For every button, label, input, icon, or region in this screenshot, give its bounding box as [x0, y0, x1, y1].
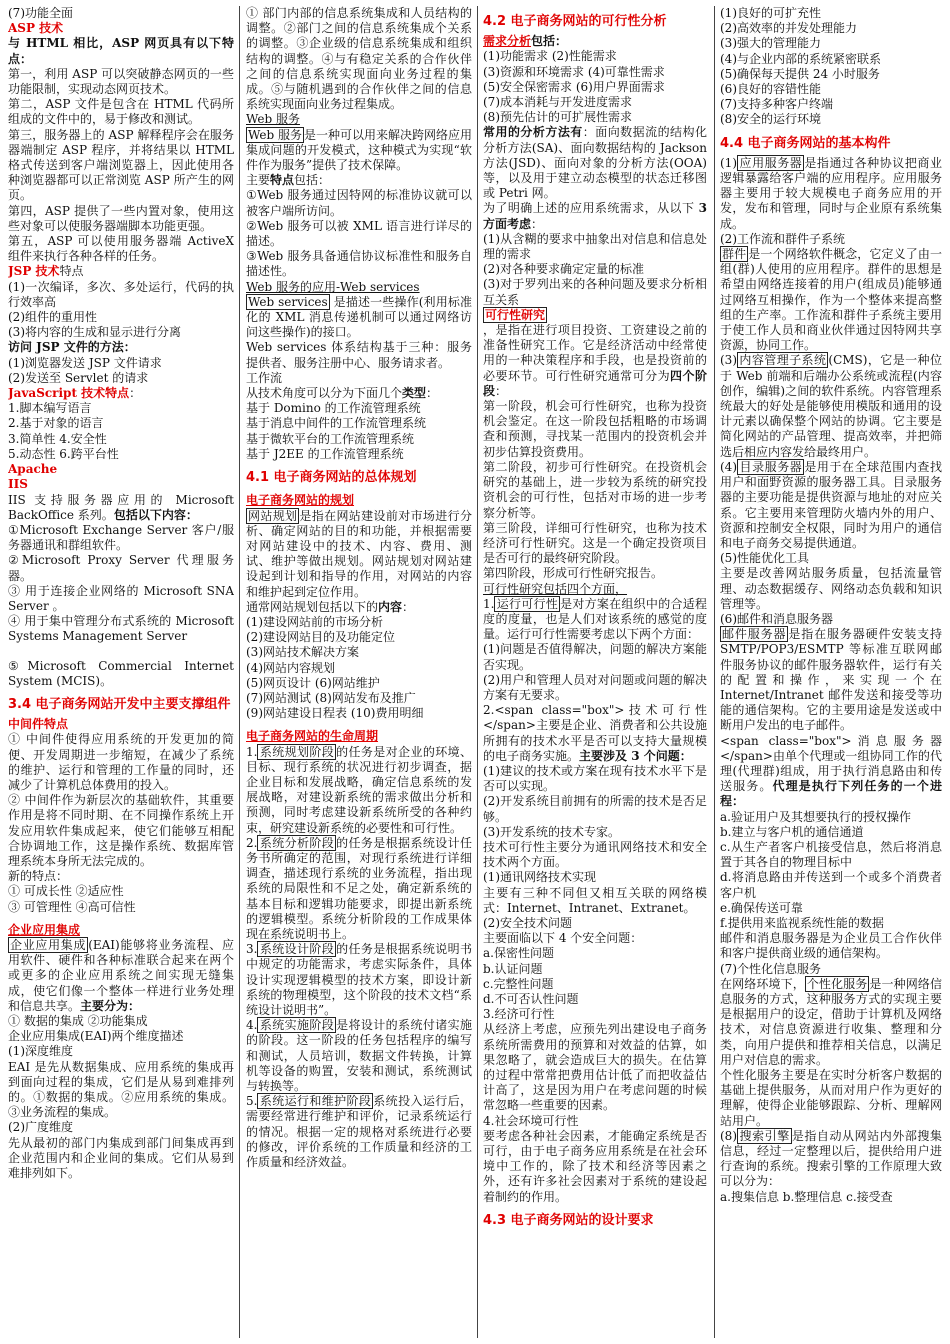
text-paragraph: a.验证用户及其想要执行的授权操作 — [720, 809, 911, 824]
text-paragraph: (2)用户和管理人员对对问题或问题的解决方案有无要求。 — [483, 672, 707, 702]
text-paragraph: (1)功能需求 (2)性能需求 — [483, 49, 617, 64]
text-paragraph: (2)对各种要求确定定量的标准 — [483, 262, 644, 277]
text-paragraph: 1.脚本编写语言 — [8, 401, 92, 416]
text-paragraph: (2)组件的重用性 — [8, 310, 97, 325]
text-paragraph: 企业应用集成 (EAI)能够将业务流程、应用软件、硬件和各种标准联合起来在两个或更多的企业应用系统之间实现无缝集成，使它们像一个整体一样进行业务处理和信息共享。主要分为： — [8, 937, 234, 1013]
text-paragraph: (3)强大的管理能力 — [720, 36, 821, 51]
text-paragraph: 可行性研究 — [485, 307, 546, 322]
text-paragraph: 3.简单性 4.安全性 — [8, 431, 107, 446]
text-paragraph: 基于微软平台的工作流管理系统 — [246, 431, 415, 446]
text-paragraph: 可行性研究包括四个方面， — [483, 581, 628, 596]
text-paragraph: (6)邮件和消息服务器 — [720, 611, 833, 626]
text-paragraph: (5)安全保密需求 (6)用户界面需求 — [483, 79, 665, 94]
text-paragraph: (8)预先估计的可扩展性需求 — [483, 110, 632, 125]
text-paragraph: f.提供用来监视系统性能的数据 — [720, 915, 884, 930]
text-paragraph: 基于 Domino 的工作流管理系统 — [246, 401, 421, 416]
text-paragraph: 企业应用集成(EAI)两个维度描述 — [8, 1029, 184, 1044]
section-heading: 4.3 电子商务网站的设计要求 — [483, 1212, 654, 1228]
text-paragraph: ②Microsoft Proxy Server 代理服务器。 — [8, 553, 234, 583]
text-paragraph: (1)通讯网络技术实现 — [483, 870, 596, 885]
text-paragraph: 与 HTML 相比，ASP 网页具有以下特点： — [8, 36, 234, 66]
section-heading: 4.1 电子商务网站的总体规划 — [246, 470, 417, 486]
text-paragraph: 1. 运行可行性 是对方案在组织中的合适程度的度量，也是人们对该系统的感觉的度量。运行可行性需要考虑以下两个方面： — [483, 596, 707, 642]
text-paragraph: JSP 技术特点 — [8, 264, 84, 279]
text-paragraph: 网站规划 是指在网站建设前对市场进行分析、确定网站的目的和功能，并根据需要对网站建设中的技术、内容、费用、测试、维护等做出规划。网站规划对网站建设起到计划和指导的作用，对网站的内容和维护起到定位作用。 — [246, 508, 472, 599]
text-paragraph: (2)开发系统目前拥有的所需的技术是否足够。 — [483, 794, 707, 824]
text-paragraph: 第一阶段，机会可行性研究，也称为投资机会鉴定。在这一阶段包括粗略的市场调查和预测，寻找某一范围内的投资机会并初步估算投资费用。 — [483, 399, 707, 459]
text-paragraph: 第三阶段，详细可行性研究，也称为技术经济可行性研究。这是一个确定投资项目是否可行的最终研究阶段。 — [483, 520, 707, 566]
subsection-heading: 电子商务网站的规划 — [246, 493, 355, 508]
text-paragraph: ⑤Microsoft Commercial Internet System (MCIS)。 — [8, 658, 234, 688]
column-divider — [714, 6, 715, 1338]
subsection-heading: 企业应用集成 — [8, 922, 81, 937]
text-paragraph: (1)深度维度 — [8, 1044, 73, 1059]
text-paragraph: 主要有三种不同但又相互关联的网络模式：Internet、Intranet、Extranet。 — [483, 885, 707, 915]
text-paragraph: 第四，ASP 提供了一些内置对象，使用这些对象可以使服务器端脚本功能更强。 — [8, 203, 234, 233]
text-paragraph: (2)高效率的并发处理能力 — [720, 21, 857, 36]
text-paragraph: a.搜集信息 b.整理信息 c.接受查 — [720, 1189, 893, 1204]
column-divider — [477, 6, 478, 1338]
text-paragraph: 为了明确上述的应用系统需求，从以下 3 方面考虑： — [483, 201, 707, 231]
column-1 — [8, 6, 234, 1340]
text-paragraph: (3)将内容的生成和显示进行分离 — [8, 325, 181, 340]
text-paragraph: (3)资源和环境需求 (4)可靠性需求 — [483, 64, 665, 79]
text-paragraph: 群件 是一个网络软件概念，它定义了由一组(群)人使用的应用程序。群件的思想是希望由网络连接着的用户(组成员)能够通过网络互相操作，作为一个整体来提高整组的生产率。工作流和群件子系统主要用于使工作人员和商业伙伴通过因特网共享资源，协同工作。 — [720, 247, 942, 353]
text-paragraph: ③Web 服务具备通信协议标准性和服务自描述性。 — [246, 249, 472, 279]
text-paragraph: (3)对于罗列出来的各种问题及要求分析相互关系 — [483, 277, 707, 307]
text-paragraph: (7)功能全面 — [8, 6, 73, 20]
text-paragraph: 新的特点： — [8, 869, 69, 884]
text-paragraph: ，是指在进行项目投资、工资建设之前的准备性研究工作。它是经济活动中经常使用的一种决策程序和手段，也是投资前的必要环节。可行性研究通常可分为四个阶段： — [483, 323, 707, 398]
text-paragraph: Web 服务 是一种可以用来解决跨网络应用集成问题的开发模式，这种模式为实现“软件作为服务”提供了技术保障。 — [246, 127, 472, 173]
text-paragraph: (7)网站测试 (8)网站发布及推广 — [246, 690, 416, 705]
text-paragraph — [8, 645, 234, 659]
text-paragraph: d.不可否认性问题 — [483, 992, 579, 1006]
text-paragraph: (2)安全技术问题 — [483, 915, 572, 930]
text-paragraph: e.确保传送可靠 — [720, 900, 803, 915]
text-paragraph: 基于消息中间件的工作流管理系统 — [246, 416, 427, 431]
text-paragraph: 工作流 — [246, 370, 283, 385]
subsection-heading: 电子商务网站的生命周期 — [246, 729, 379, 744]
text-paragraph: 第二阶段，初步可行性研究。在投资机会研究的基础上，进一步较为系统的研究投资机会的可行性，包括对市场的进一步考察分析等。 — [483, 459, 707, 520]
text-paragraph: 常用的分析方法有：面向数据流的结构化分析方法(SA)、面向数据结构的 Jackson 方法(JSD)、面向对象的分析方法(OOA)等，以及用于建立动态模型的状态迁移图或 Petri 网。 — [483, 125, 707, 201]
text-paragraph: IIS 支持服务器应用的 Microsoft BackOffice 系列。包括以下内容： — [8, 492, 234, 522]
text-paragraph: 4. 系统实施阶段 是将设计的系统付诸实施的阶段。这一阶段的任务包括程序的编写和测试，人员培训，数据文件转换，计算机等设备的购置，安装和测试，系统测试与转换等。 — [246, 1018, 472, 1094]
text-paragraph: (3)开发系统的技术专家。 — [483, 824, 620, 839]
text-paragraph: 主要是改善网站服务质量，包括流量管理、动态数据缓存、网络动态负载和知识管理等。 — [720, 566, 942, 611]
section-heading: 4.4 电子商务网站的基本构件 — [720, 135, 891, 151]
text-paragraph: (5)性能优化工具 — [720, 551, 809, 566]
text-paragraph: (7)成本消耗与开发进度需求 — [483, 95, 632, 110]
text-paragraph: (2)工作流和群件子系统 — [720, 231, 845, 246]
text-paragraph: 主要特点包括： — [246, 173, 331, 188]
text-paragraph: 要考虑各种社会因素，才能确定系统是否可行，由于电子商务应用系统是在社会环境中工作的，除了技术和经济等因素之外，还有许多社会因素对于系统的建设起着制约的作用。 — [483, 1128, 707, 1204]
text-paragraph: 1. 系统规划阶段 的任务是对企业的环境、目标、现行系统的状况进行初步调查，据企业目标和发展战略，确定信息系统的发展战略，对建设新系统的需求做出分析和预测，同时考虑建设新系统所受的各种约束，研究建设新系统的必要性和可行性。 — [246, 744, 472, 835]
text-paragraph: 2.<span class="box">技术可行性</span>主要是企业、消费者和公共设施所拥有的技术水平是否可以支持大量规模的电子商务实施。主要涉及 3 个问题： — [483, 703, 707, 763]
text-paragraph: 2.基于对象的语言 — [8, 416, 104, 431]
text-paragraph: (1)良好的可扩充性 — [720, 6, 821, 20]
text-paragraph: 基于 J2EE 的工作流管理系统 — [246, 446, 404, 461]
text-paragraph: (5)确保每天提供 24 小时服务 — [720, 66, 880, 81]
text-paragraph: 第五，ASP 可以使用服务器端 ActiveX 组件来执行各种各样的任务。 — [8, 234, 234, 264]
text-paragraph: Web services 是描述一些操作(利用标准化的 XML 消息传递机制可以通过网络访问这些操作)的接口。 — [246, 294, 472, 340]
text-paragraph: ② 中间件作为新层次的基础软件，其重要作用是将不同时期、在不同操作系统上开发应用软件集成起来，使它们能够互相配合协调地工作，这是操作系统、数据库管理系统本身所无法完成的。 — [8, 793, 234, 868]
text-paragraph: Apache — [8, 462, 58, 477]
column-divider — [239, 6, 240, 1338]
text-paragraph: (4)网站内容规划 — [246, 660, 335, 675]
text-paragraph: ③ 用于连接企业网络的 Microsoft SNA Server 。 — [8, 583, 234, 613]
text-paragraph: 从技术角度可以分为下面几个类型： — [246, 386, 439, 401]
text-paragraph: 第二，ASP 文件是包含在 HTML 代码所组成的文件中的，易于修改和测试。 — [8, 97, 234, 127]
text-paragraph: Web services 体系结构基于三种：服务提供者、服务注册中心、服务请求者。 — [246, 340, 472, 370]
text-paragraph: (4) 目录服务器 是用于在全球范围内查找用户和面野资源的服务器工具。目录服务器的主要功能是提供资源与地址的对应关系。它主要用来管理防火墙内外的用户、资源和控制安全权限，同时为用户的通信和电子商务交易提供通道。 — [720, 459, 942, 550]
text-paragraph: IIS — [8, 477, 28, 492]
column-2 — [246, 6, 472, 1340]
text-paragraph: 先从最初的部门内集成到部门间集成再到企业范围内和企业间的集成。它们从易到难排列如下。 — [8, 1135, 234, 1181]
text-paragraph: (4)与企业内部的系统紧密联系 — [720, 51, 881, 66]
text-paragraph: (7)个性化信息服务 — [720, 961, 821, 976]
text-paragraph: (2)建设网站目的及功能定位 — [246, 630, 395, 645]
column-4 — [720, 6, 942, 1340]
text-paragraph: 第三，服务器上的 ASP 解释程序会在服务器端制定 ASP 程序，并将结果以 HTML 格式传送到客户端浏览器上，因此使用各种浏览器都可以正常浏览 ASP 所产生的网页。 — [8, 127, 234, 203]
text-paragraph: ①Microsoft Exchange Server 客户/服务器通讯和群组软件。 — [8, 522, 234, 553]
text-paragraph: c.完整性问题 — [483, 976, 554, 991]
text-paragraph: d.将消息路由并传送到一个或多个消费者客户机 — [720, 870, 942, 900]
text-paragraph: (1)一次编译，多次、多处运行，代码的执行效率高 — [8, 279, 234, 309]
text-paragraph: 4.社会环境可行性 — [483, 1113, 579, 1128]
text-paragraph: 3. 系统设计阶段 的任务是根据系统说明书中规定的功能需求，考虑实际条件，具体设计实现逻辑模型的技术方案，即设计新系统的物理模型，这个阶段的技术文档“系统设计说明书”。 — [246, 942, 472, 1017]
text-paragraph: 通常网站规划包括以下的内容： — [246, 599, 415, 614]
text-paragraph: 访问 JSP 文件的方法： — [8, 340, 136, 355]
text-paragraph: 主要面临以下 4 个安全问题： — [483, 931, 643, 946]
text-paragraph: (3) 内容管理子系统 (CMS)，它是一种位于 Web 前端和后端办公系统或流程(内容创作，编辑)之间的软件系统。内容管理系统最大的好处是能够使用模版和通用的设计元素以确保整个网站的协调。它主要是简化网站的产品管理、提高效率，并把筛选后相应内容发给最终用户。 — [720, 353, 942, 459]
text-paragraph: ① 数据的集成 ②功能集成 — [8, 1014, 148, 1028]
text-paragraph: JavaScript 技术特点： — [8, 386, 142, 401]
text-paragraph: 5. 系统运行和维护阶段 系统投入运行后，需要经常进行维护和评价，记录系统运行的情况。根据一定的规格对系统进行必要的修改，评价系统的工作质量和经济的工作质量和经济效益。 — [246, 1094, 472, 1170]
text-paragraph: 在网络环境下， 个性化服务 是一种网络信息服务的方式，这种服务方式的实现主要是根据用户的设定，借助于计算机及网络技术，对信息资源进行收集、整理和分类，向用户提供和推荐相关信息，以满足用户对信息的需求。 — [720, 976, 942, 1067]
text-paragraph: 3.经济可行性 — [483, 1007, 555, 1022]
text-paragraph: ①Web 服务通过因特网的标准协议就可以被客户端所访问。 — [246, 188, 472, 218]
section-heading: 3.4 电子商务网站开发中主要支撑组件 — [8, 696, 231, 712]
text-paragraph: c.从生产者客户机接受信息，然后将消息置于其各自的物理目标中 — [720, 839, 942, 870]
text-paragraph: Web 服务 — [246, 112, 300, 127]
text-paragraph: ① 中间件使得应用系统的开发更加的简便、开发周期进一步缩短，在减少了系统的维护、运行和管理的工作量的同时，还减少了计算机总体费用的投入。 — [8, 732, 234, 792]
text-paragraph: b.认证问题 — [483, 961, 543, 976]
section-heading: 4.2 电子商务网站的可行性分析 — [483, 14, 667, 29]
text-paragraph: (1)建设网站前的市场分析 — [246, 614, 383, 629]
text-paragraph: 2. 系统分析阶段 的任务是根据系统设计任务书所确定的范围，对现行系统进行详细调查，描述现行系统的业务流程，指出现系统的局限性和不足之处，确定新系统的基本目标和逻辑功能要求，即提出新系统的逻辑模型。系统分析阶段的工作成果体现在系统说明书上。 — [246, 835, 472, 941]
text-paragraph: (6)良好的容错性能 — [720, 82, 821, 97]
text-paragraph: b.建立与客户机的通信通道 — [720, 824, 864, 839]
text-paragraph: 邮件和消息服务器是为企业员工合作伙伴和客户提供商业级的通信架构。 — [720, 931, 942, 961]
text-paragraph: 邮件服务器 是指在服务器硬件安装支持 SMTP/POP3/ESMTP 等标准互联网邮件服务协议的邮件服务器软件，运行有关的配置和操作，来实现一个在 Internet/Intranet 邮件发送和接受等功能的通信架构。它的主要用途是发送或中断用户发出的电子邮件。 — [720, 627, 942, 733]
text-paragraph: Web 服务的应用-Web services — [246, 279, 420, 294]
text-paragraph: a.保密性问题 — [483, 946, 554, 961]
text-paragraph: (2)发送至 Servlet 的请求 — [8, 370, 149, 385]
text-paragraph: 中间件特点 — [8, 717, 69, 732]
text-paragraph: (1)问题是否值得解决，问题的解决方案能否实现。 — [483, 642, 707, 672]
text-paragraph: 从经济上考虑，应预先列出建设电子商务系统所需费用的预算和对效益的估算，如果忽略了，就会造成巨大的损失。在估算的过程中常常把费用估计低了而把收益估计高了，这是因为用户在考虑问题的时候常忽略一些重要的因素。 — [483, 1022, 707, 1113]
text-paragraph: 个性化服务主要是在实时分析客户数据的基础上提供服务，从而对用户作为更好的理解，使得企业能够跟踪、分析、理解网站用户。 — [720, 1068, 942, 1128]
text-paragraph: (1)从含糊的要求中抽象出对信息和信息处理的需求 — [483, 231, 707, 262]
text-paragraph: 技术可行性主要分为通讯网络技术和安全技术两个方面。 — [483, 839, 707, 870]
column-3 — [483, 6, 707, 1340]
text-paragraph: ②Web 服务可以被 XML 语言进行详尽的描述。 — [246, 218, 472, 249]
text-paragraph: (8) 搜索引擎 是指自动从网站内外部搜集信息，经过一定整理以后，提供给用户进行查询的系统。搜索引擎的工作原理大致可以分为： — [720, 1128, 942, 1189]
text-paragraph: ① 部门内部的信息系统集成和人员结构的调整。②部门之间的信息系统集成个关系的调整。③企业级的信息系统集成和组织结构的调整。④与有稳定关系的合作伙伴之间的信息系统实现面向业务过程的集成。⑤与随机遇到的合作伙伴之间的信息系统实现面向业务过程集成。 — [246, 6, 472, 112]
text-paragraph: (3)网站技术解决方案 — [246, 645, 359, 660]
text-paragraph: 5.动态性 6.跨平台性 — [8, 446, 119, 461]
text-paragraph: ASP 技术 — [8, 21, 64, 36]
text-paragraph: (5)网页设计 (6)网站维护 — [246, 675, 380, 690]
text-paragraph: 第四阶段，形成可行性研究报告。 — [483, 566, 664, 581]
text-paragraph: 需求分析包括： — [483, 34, 568, 49]
text-paragraph: <span class="box">消息服务器</span>由单个代理或一组协同工作的代理(代理群)组成，用于执行消息路由和传送服务。代理是执行下列任务的一个进程： — [720, 733, 942, 809]
text-paragraph: 第一，利用 ASP 可以突破静态网页的一些功能限制，实现动态网页技术。 — [8, 66, 234, 97]
text-paragraph: EAI 是先从数据集成、应用系统的集成再到面向过程的集成，它们是从易到难排列的。①数据的集成。②应用系统的集成。 ③业务流程的集成。 — [8, 1059, 234, 1120]
text-paragraph: ④ 用于集中管理分布式系统的 Microsoft Systems Management Server — [8, 614, 234, 644]
text-paragraph: (1) 应用服务器 是指通过各种协议把商业逻辑暴露给客户端的应用程序。应用服务器主要用于较大规模电子商务应用的开发，发布和管理，同时与企业原有系统集成。 — [720, 155, 942, 231]
text-paragraph: (7)支持多种客户终端 — [720, 97, 833, 112]
text-paragraph: (1)建议的技术或方案在现有技术水平下是否可以实现。 — [483, 763, 707, 794]
text-paragraph: (2)广度维度 — [8, 1120, 73, 1135]
text-paragraph: ③ 可管理性 ④高可信性 — [8, 899, 136, 914]
text-paragraph: (9)网站建设日程表 (10)费用明细 — [246, 706, 424, 721]
text-paragraph: (8)安全的运行环境 — [720, 112, 821, 127]
text-paragraph: (1)浏览器发送 JSP 文件请求 — [8, 355, 162, 370]
text-paragraph: ① 可成长性 ②适应性 — [8, 884, 124, 899]
